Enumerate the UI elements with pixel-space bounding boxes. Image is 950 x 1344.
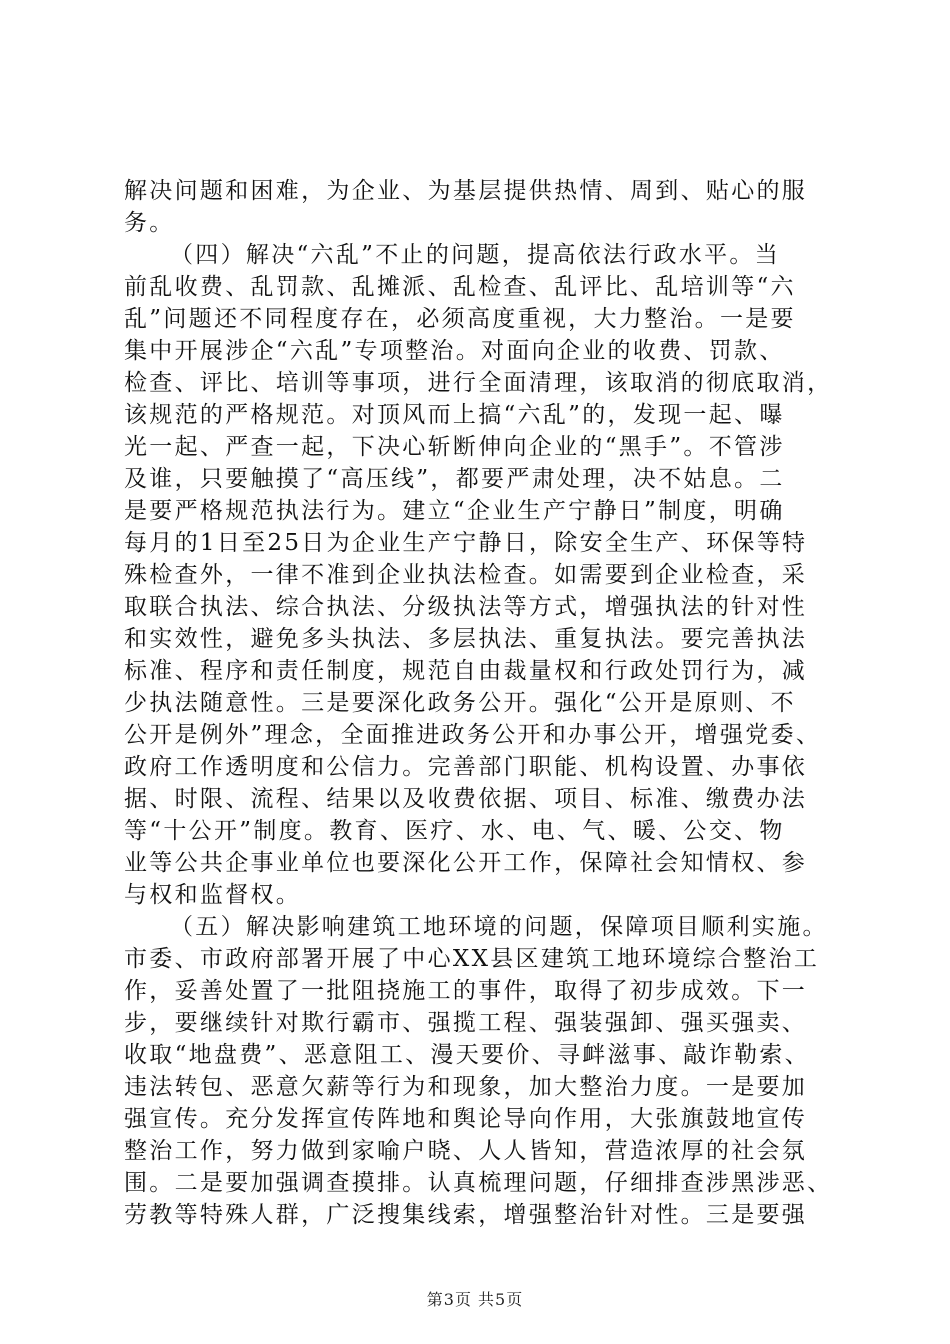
text-line: 等“十公开”制度。教育、医疗、水、电、气、暖、公交、物 <box>124 818 785 844</box>
text-line: 解决问题和困难，为企业、为基层提供热情、周到、贴心的服 <box>124 178 808 204</box>
text-line: 务。 <box>124 210 175 236</box>
text-line: 标准、程序和责任制度，规范自由裁量权和行政处罚行为，减 <box>124 658 808 684</box>
text-line: 检查、评比、培训等事项，进行全面清理，该取消的彻底取消， <box>124 370 833 396</box>
text-line: 少执法随意性。三是要深化政务公开。强化“公开是原则、不 <box>124 690 796 716</box>
text-line: 与权和监督权。 <box>124 882 302 908</box>
page-number-footer: 第3页 共5页 <box>426 1290 524 1309</box>
text-line: 取联合执法、综合执法、分级执法等方式，增强执法的针对性 <box>124 594 808 620</box>
text-line: 步，要继续针对欺行霸市、强揽工程、强装强卸、强买强卖、 <box>124 1010 808 1036</box>
text-line: 该规范的严格规范。对顶风而上搞“六乱”的，发现一起、曝 <box>124 402 785 428</box>
text-line: 整治工作，努力做到家喻户晓、人人皆知，营造浓厚的社会氛 <box>124 1138 808 1164</box>
text-line: 市委、市政府部署开展了中心XX县区建筑工地环境综合整治工 <box>124 946 820 972</box>
text-line: 前乱收费、乱罚款、乱摊派、乱检查、乱评比、乱培训等“六 <box>124 274 796 300</box>
text-line: 集中开展涉企“六乱”专项整治。对面向企业的收费、罚款、 <box>124 338 785 364</box>
text-line: 乱”问题还不同程度存在，必须高度重视，大力整治。一是要 <box>124 306 796 332</box>
paragraph-start-line: （五）解决影响建筑工地环境的问题，保障项目顺利实施。 <box>170 914 828 940</box>
paragraph-start-line: （四）解决“六乱”不止的问题，提高依法行政水平。当 <box>170 242 781 268</box>
text-line: 是要严格规范执法行为。建立“企业生产宁静日”制度，明确 <box>124 498 785 524</box>
text-line: 强宣传。充分发挥宣传阵地和舆论导向作用，大张旗鼓地宣传 <box>124 1106 808 1132</box>
text-line: 违法转包、恶意欠薪等行为和现象，加大整治力度。一是要加 <box>124 1074 808 1100</box>
text-line: 政府工作透明度和公信力。完善部门职能、机构设置、办事依 <box>124 754 808 780</box>
text-line: 围。二是要加强调查摸排。认真梳理问题，仔细排查涉黑涉恶、 <box>124 1170 833 1196</box>
text-line: 及谁，只要触摸了“高压线”，都要严肃处理，决不姑息。二 <box>124 466 785 492</box>
text-line: 公开是例外”理念，全面推进政务公开和办事公开，增强党委、 <box>124 722 822 748</box>
text-line: 劳教等特殊人群，广泛搜集线索，增强整治针对性。三是要强 <box>124 1202 808 1228</box>
text-line: 每月的1日至25日为企业生产宁静日，除安全生产、环保等特 <box>124 530 808 556</box>
text-line: 光一起、严查一起，下决心斩断伸向企业的“黑手”。不管涉 <box>124 434 785 460</box>
text-line: 殊检查外，一律不准到企业执法检查。如需要到企业检查，采 <box>124 562 808 588</box>
text-line: 据、时限、流程、结果以及收费依据、项目、标准、缴费办法 <box>124 786 808 812</box>
text-line: 业等公共企事业单位也要深化公开工作，保障社会知情权、参 <box>124 850 808 876</box>
text-line: 和实效性，避免多头执法、多层执法、重复执法。要完善执法 <box>124 626 808 652</box>
text-line: 作，妥善处置了一批阻挠施工的事件，取得了初步成效。下一 <box>124 978 808 1004</box>
text-line: 收取“地盘费”、恶意阻工、漫天要价、寻衅滋事、敲诈勒索、 <box>124 1042 810 1068</box>
